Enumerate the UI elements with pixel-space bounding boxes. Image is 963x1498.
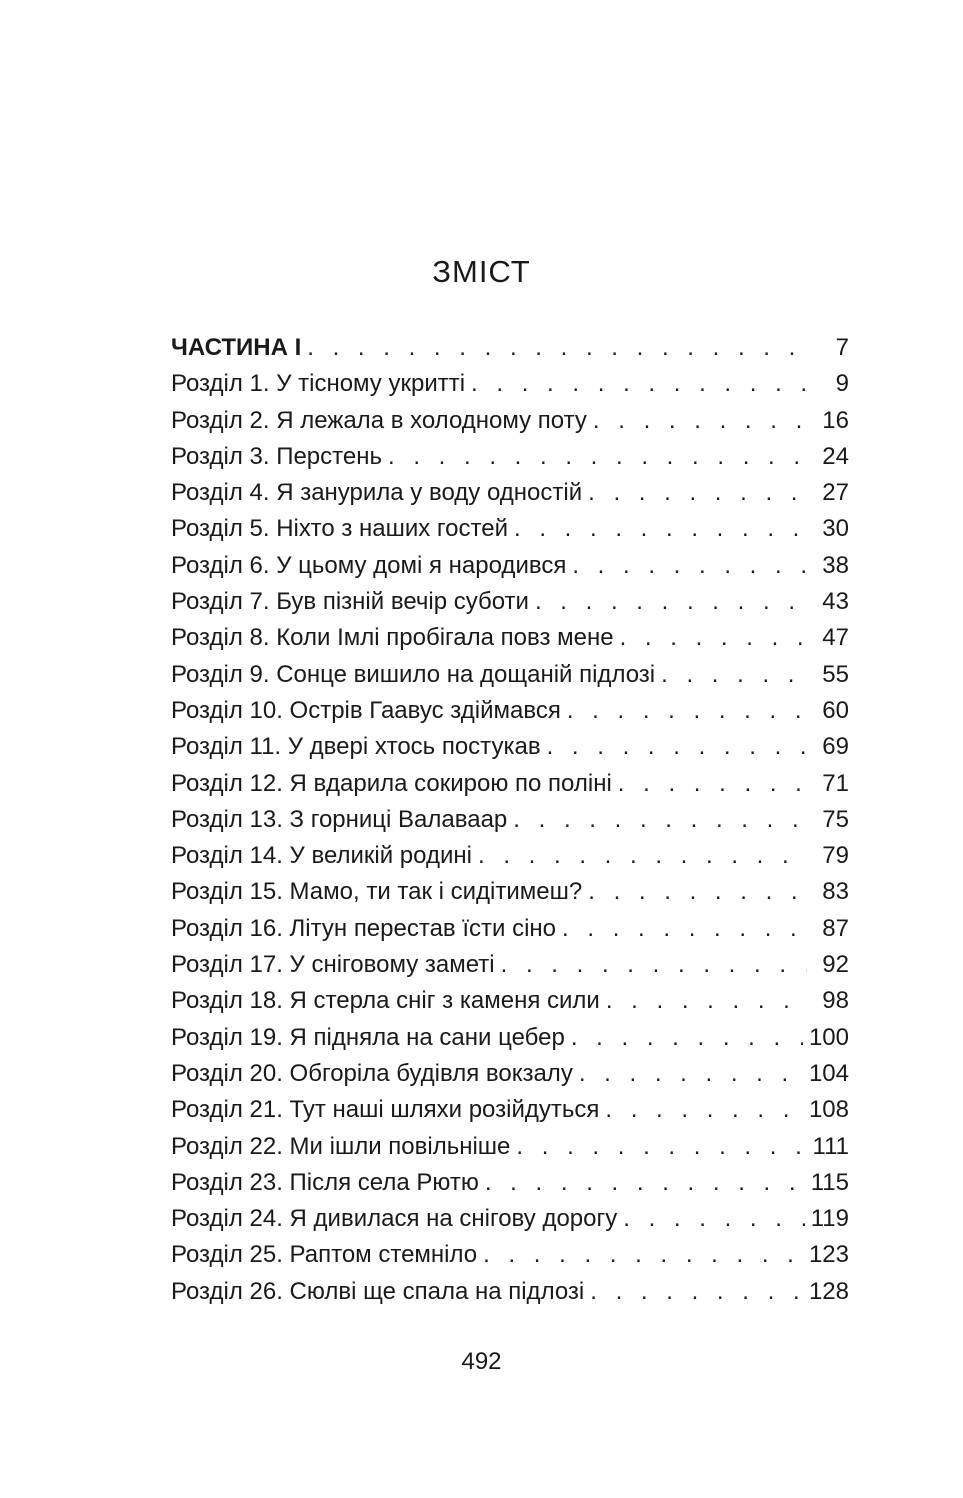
toc-entry-label: Розділ 8. Коли Імлі пробігала повз мене [171,624,614,652]
toc-chapter-entry [171,403,849,439]
toc-entry-label: ЧАСТИНА I [171,334,302,361]
dot-leader [501,947,807,983]
toc-entry-page: 123 [808,1241,849,1269]
dot-leader [471,366,807,402]
toc-entry-label: Розділ 4. Я занурила у воду одностій [171,479,583,507]
toc-chapter-entry [171,657,849,693]
toc-entry-page: 128 [808,1277,849,1305]
dot-leader [590,1274,803,1310]
toc-entry-label: Розділ 1. У тісному укритті [171,370,466,398]
toc-chapter-entry [171,766,849,802]
toc-entry-label: Розділ 26. Сюлві ще спала на підлозі [171,1277,585,1305]
toc-entry-page: 83 [822,878,849,906]
toc-entry-label: Розділ 12. Я вдарила сокирою по поліні [171,769,612,797]
toc-entry-label: Розділ 2. Я лежала в холодному поту [171,406,587,434]
toc-entry-page: 9 [835,370,849,398]
dot-leader [485,1165,805,1201]
dot-leader [478,838,807,874]
toc-chapter-entry [171,1237,849,1273]
toc-entry-label: Розділ 16. Літун перестав їсти сіно [171,914,557,942]
toc-entry-label: Розділ 11. У двері хтось постукав [171,733,541,761]
toc-chapter-entry [171,439,849,475]
toc-entry-label: Розділ 22. Ми ішли повільніше [171,1132,511,1160]
toc-chapter-entry [171,511,849,547]
toc-chapter-entry [171,1092,849,1128]
toc-entry-page: 55 [822,660,849,688]
toc-entry-label: Розділ 19. Я підняла на сани цебер [171,1023,565,1051]
toc-entry-page: 47 [822,624,849,652]
toc-entry-page: 71 [822,769,849,797]
toc-entry-label: Розділ 7. Був пізній вечір суботи [171,588,529,616]
toc-entry-page: 7 [835,334,849,361]
toc-entry-page: 16 [822,406,849,434]
dot-leader [588,874,807,910]
page-number: 492 [461,1348,502,1375]
toc-entry-page: 115 [810,1168,849,1196]
dot-leader [571,1020,803,1056]
toc-entry-label: Розділ 13. З горниці Валаваар [171,805,508,833]
toc-chapter-entry [171,1129,849,1165]
toc-entry-label: Розділ 23. Після села Рютю [171,1168,479,1196]
dot-leader [514,511,807,547]
toc-entry-page: 108 [808,1096,849,1124]
toc-entry-label: Розділ 10. Острів Гаавус здіймався [171,696,561,724]
table-of-contents [171,330,849,1310]
toc-entry-label: Розділ 18. Я стерла сніг з каменя сили [171,987,600,1015]
dot-leader [535,584,807,620]
toc-entry-label: Розділ 3. Перстень [171,442,382,470]
dot-leader [516,1129,806,1165]
toc-chapter-entry [171,620,849,656]
toc-entry-page: 69 [822,733,849,761]
toc-entry-label: Розділ 9. Сонце вишило на дощаній підлозі [171,660,656,688]
toc-entry-label: Розділ 15. Мамо, ти так і сидітимеш? [171,878,583,906]
toc-chapter-entry [171,1201,849,1237]
toc-chapter-entry [171,802,849,838]
toc-chapter-entry [171,1274,849,1310]
dot-leader [606,983,807,1019]
dot-leader [593,403,807,439]
toc-entry-page: 30 [822,515,849,543]
toc-entry-page: 60 [822,696,849,724]
toc-entry-page: 98 [822,987,849,1015]
dot-leader [483,1237,803,1273]
dot-leader [588,475,807,511]
page-title: ЗМІСТ [432,254,531,289]
toc-entry-page: 24 [822,442,849,470]
toc-chapter-entry [171,838,849,874]
dot-leader [307,330,807,366]
toc-chapter-entry [171,475,849,511]
toc-entry-label: Розділ 20. Обгоріла будівля вокзалу [171,1059,573,1087]
toc-chapter-entry [171,1056,849,1092]
dot-leader [567,693,807,729]
toc-chapter-entry [171,548,849,584]
toc-entry-label: Розділ 24. Я дивилася на снігову дорогу [171,1205,618,1233]
toc-entry-page: 43 [822,588,849,616]
dot-leader [605,1092,803,1128]
toc-chapter-entry [171,874,849,910]
toc-chapter-entry [171,1165,849,1201]
toc-chapter-entry [171,911,849,947]
toc-chapter-entry [171,693,849,729]
toc-entry-page: 79 [822,842,849,870]
toc-entry-label: Розділ 6. У цьому домі я народився [171,551,567,579]
toc-entry-label: Розділ 21. Тут наші шляхи розійдуться [171,1096,600,1124]
dot-leader [620,620,807,656]
toc-entry-page: 38 [822,551,849,579]
toc-entry-label: Розділ 17. У сніговому заметі [171,951,495,979]
toc-entry-page: 119 [810,1205,849,1233]
dot-leader [623,1201,804,1237]
toc-entry-page: 27 [822,479,849,507]
toc-chapter-entry [171,947,849,983]
toc-entry-label: Розділ 5. Ніхто з наших гостей [171,515,508,543]
toc-chapter-entry [171,729,849,765]
toc-chapter-entry [171,584,849,620]
toc-chapter-entry [171,983,849,1019]
dot-leader [513,802,807,838]
toc-entry-page: 75 [822,805,849,833]
toc-entry-label: Розділ 25. Раптом стемніло [171,1241,478,1269]
toc-entry-page: 111 [812,1132,849,1160]
toc-entry-label: Розділ 14. У великій родині [171,842,472,870]
dot-leader [388,439,807,475]
toc-entry-page: 87 [822,914,849,942]
toc-entry-page: 92 [822,951,849,979]
toc-entry-page: 104 [808,1059,849,1087]
dot-leader [572,548,807,584]
toc-entry-page: 100 [808,1023,849,1051]
dot-leader [579,1056,803,1092]
dot-leader [661,657,807,693]
dot-leader [618,766,807,802]
toc-chapter-entry [171,1020,849,1056]
dot-leader [547,729,807,765]
toc-part-entry [171,330,849,366]
dot-leader [562,911,807,947]
toc-chapter-entry [171,366,849,402]
